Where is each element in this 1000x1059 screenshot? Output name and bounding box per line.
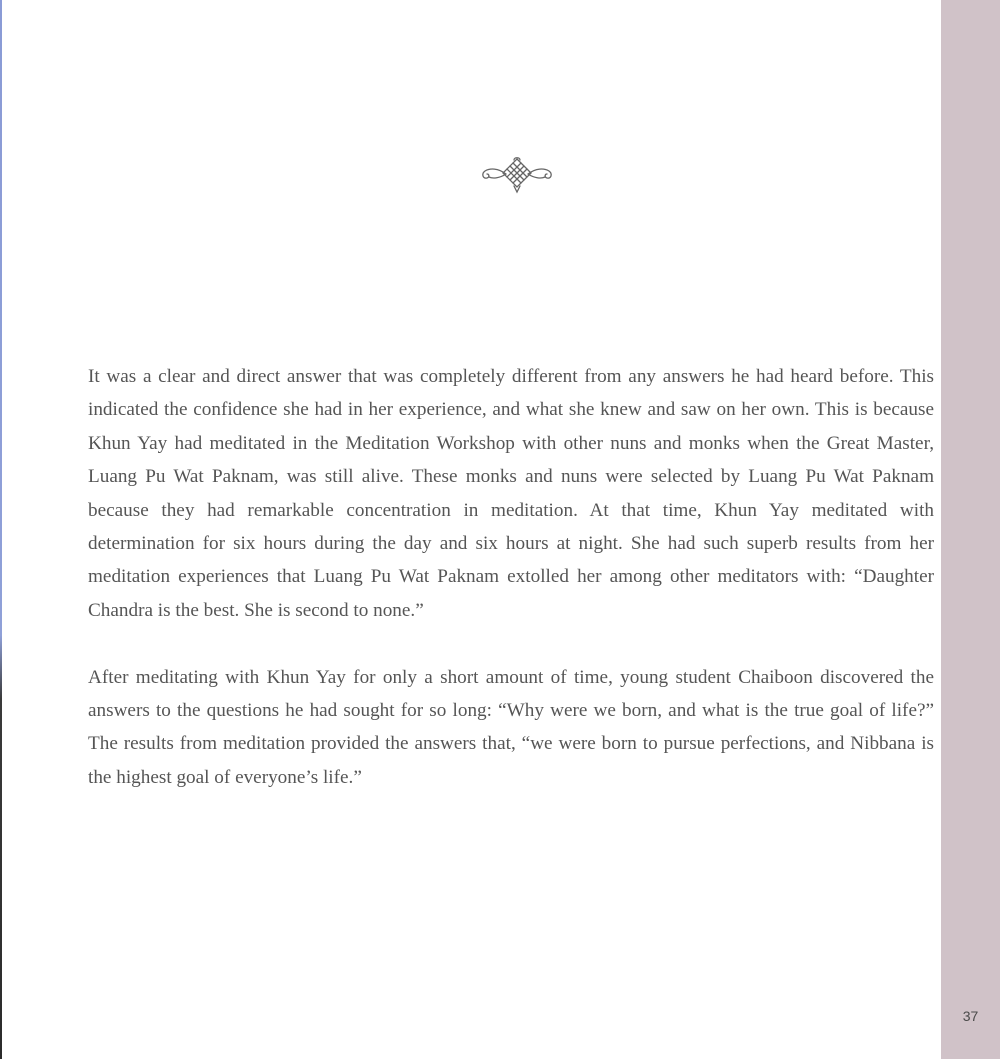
- knot-ornament-icon: [478, 156, 556, 196]
- body-text: [88, 360, 934, 794]
- paragraph: After meditating with Khun Yay for only a short amount of time, young student Chaiboon discovered the answers to the questions he had sought for so long: “Why were we born, and what is the true goal of life?” The results from meditation provided the answers that, “we were born to pursue perfections, and Nibbana is the highest goal of everyone’s life.”: [88, 666, 934, 788]
- side-margin-band: [941, 0, 1000, 1059]
- page-number: 37: [962, 1008, 979, 1024]
- page-left-edge: [0, 0, 2, 1059]
- paragraph: It was a clear and direct answer that was completely different from any answers he had heard before. This indicated the confidence she had in her experience, and what she knew and saw on her own. This is because Khun Yay had meditated in the Meditation Workshop with other nuns and monks when the Great Master, Luang Pu Wat Paknam, was still alive. These monks and nuns were selected by Luang Pu Wat Paknam because they had remarkable concentration in meditation. At that time, Khun Yay meditated with determination for six hours during the day and six hours at night. She had such superb results from her meditation experiences that Luang Pu Wat Paknam extolled her among other meditators with: “Daughter Chandra is the best. She is second to none.”: [88, 366, 934, 621]
